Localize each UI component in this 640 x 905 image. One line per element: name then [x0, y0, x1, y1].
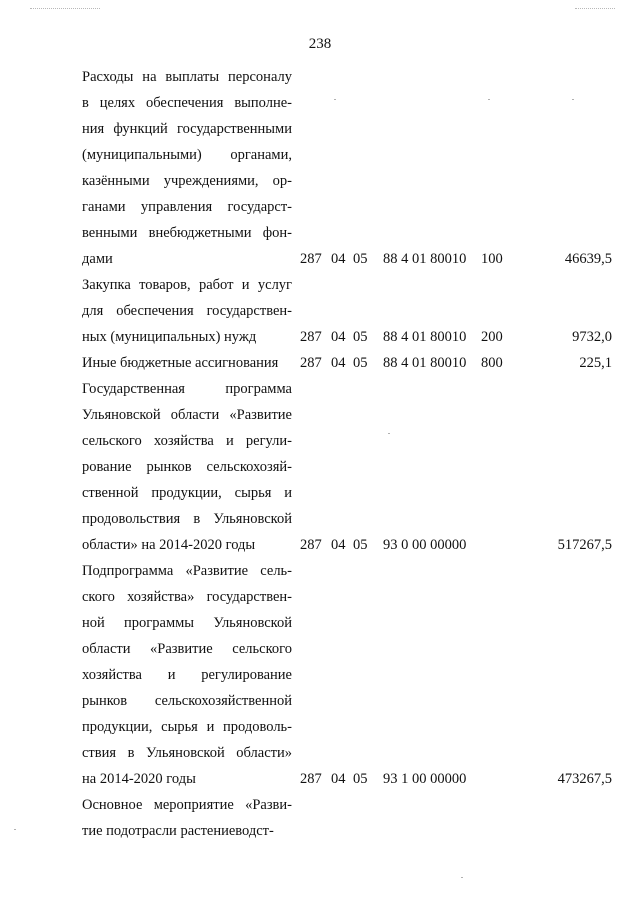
description-line: сельского хозяйства и регули- — [82, 433, 292, 449]
table-row — [82, 376, 612, 558]
description-line: Закупка товаров, работ и услуг — [82, 277, 292, 293]
amount-value: 517267,5 — [557, 537, 612, 553]
ministry-code: 287 — [300, 771, 322, 787]
target-article-code: 93 1 00 00000 — [383, 771, 467, 787]
description-line: области «Развитие сельского — [82, 641, 292, 657]
budget-table — [82, 64, 612, 844]
description-line: области» на 2014-2020 годы — [82, 537, 256, 553]
description-line: в целях обеспечения выполне- — [82, 95, 292, 111]
row-description — [82, 376, 292, 558]
row-description — [82, 64, 292, 272]
table-row — [82, 272, 612, 350]
description-line: Расходы на выплаты персоналу — [82, 69, 292, 85]
description-line: Подпрограмма «Развитие сель- — [82, 563, 292, 579]
page-number: 238 — [308, 36, 332, 52]
ministry-code: 287 — [300, 251, 322, 267]
subsection-code: 05 — [353, 251, 368, 267]
expense-type-code: 800 — [481, 355, 503, 371]
scan-speck — [334, 99, 336, 100]
scan-speck — [388, 433, 390, 434]
description-line: ствия в Ульяновской области» — [82, 745, 292, 761]
description-line: рование рынков сельскохозяй- — [82, 459, 292, 475]
table-row — [82, 558, 612, 792]
description-line: рынков сельскохозяйственной — [82, 693, 292, 709]
scan-speck — [488, 99, 490, 100]
description-line: ского хозяйства» государствен- — [82, 589, 292, 605]
section-code: 04 — [331, 537, 346, 553]
row-description — [82, 272, 292, 350]
subsection-code: 05 — [353, 537, 368, 553]
description-line: ганами управления государст- — [82, 199, 292, 215]
row-description — [82, 558, 292, 792]
scan-speck — [14, 829, 16, 830]
description-line: ственной продукции, сырья и — [82, 485, 292, 501]
description-line: тие подотрасли растениеводст- — [82, 823, 274, 839]
ministry-code: 287 — [300, 355, 322, 371]
description-line: на 2014-2020 годы — [82, 771, 196, 787]
description-line: казёнными учреждениями, ор- — [82, 173, 292, 189]
description-line: ния функций государственными — [82, 121, 292, 137]
description-line: дами — [82, 251, 113, 267]
row-description — [82, 792, 292, 844]
subsection-code: 05 — [353, 771, 368, 787]
description-line: продовольствия в Ульяновской — [82, 511, 292, 527]
description-line: для обеспечения государствен- — [82, 303, 292, 319]
description-line: ных (муниципальных) нужд — [82, 329, 257, 345]
section-code: 04 — [331, 329, 346, 345]
section-code: 04 — [331, 771, 346, 787]
description-line: хозяйства и регулирование — [82, 667, 292, 683]
subsection-code: 05 — [353, 355, 368, 371]
ministry-code: 287 — [300, 329, 322, 345]
target-article-code: 88 4 01 80010 — [383, 355, 467, 371]
scan-edge-mark — [30, 8, 100, 11]
ministry-code: 287 — [300, 537, 322, 553]
description-line: Иные бюджетные ассигнования — [82, 355, 279, 371]
table-row — [82, 350, 612, 376]
target-article-code: 88 4 01 80010 — [383, 329, 467, 345]
amount-value: 9732,0 — [572, 329, 612, 345]
scan-edge-mark — [575, 8, 615, 11]
amount-value: 225,1 — [579, 355, 612, 371]
section-code: 04 — [331, 355, 346, 371]
description-line: Ульяновской области «Развитие — [82, 407, 292, 423]
table-row — [82, 792, 612, 844]
scan-speck — [572, 99, 574, 100]
description-line: (муниципальными) органами, — [82, 147, 292, 163]
scan-speck — [461, 877, 463, 878]
subsection-code: 05 — [353, 329, 368, 345]
table-row — [82, 64, 612, 272]
description-line: Основное мероприятие «Разви- — [82, 797, 292, 813]
target-article-code: 93 0 00 00000 — [383, 537, 467, 553]
row-description — [82, 350, 292, 376]
description-line: продукции, сырья и продоволь- — [82, 719, 292, 735]
expense-type-code: 200 — [481, 329, 503, 345]
section-code: 04 — [331, 251, 346, 267]
target-article-code: 88 4 01 80010 — [383, 251, 467, 267]
description-line: венными внебюджетными фон- — [82, 225, 292, 241]
description-line: ной программы Ульяновской — [82, 615, 292, 631]
amount-value: 46639,5 — [564, 251, 612, 267]
amount-value: 473267,5 — [557, 771, 612, 787]
expense-type-code: 100 — [481, 251, 503, 267]
description-line: Государственная программа — [82, 381, 292, 397]
